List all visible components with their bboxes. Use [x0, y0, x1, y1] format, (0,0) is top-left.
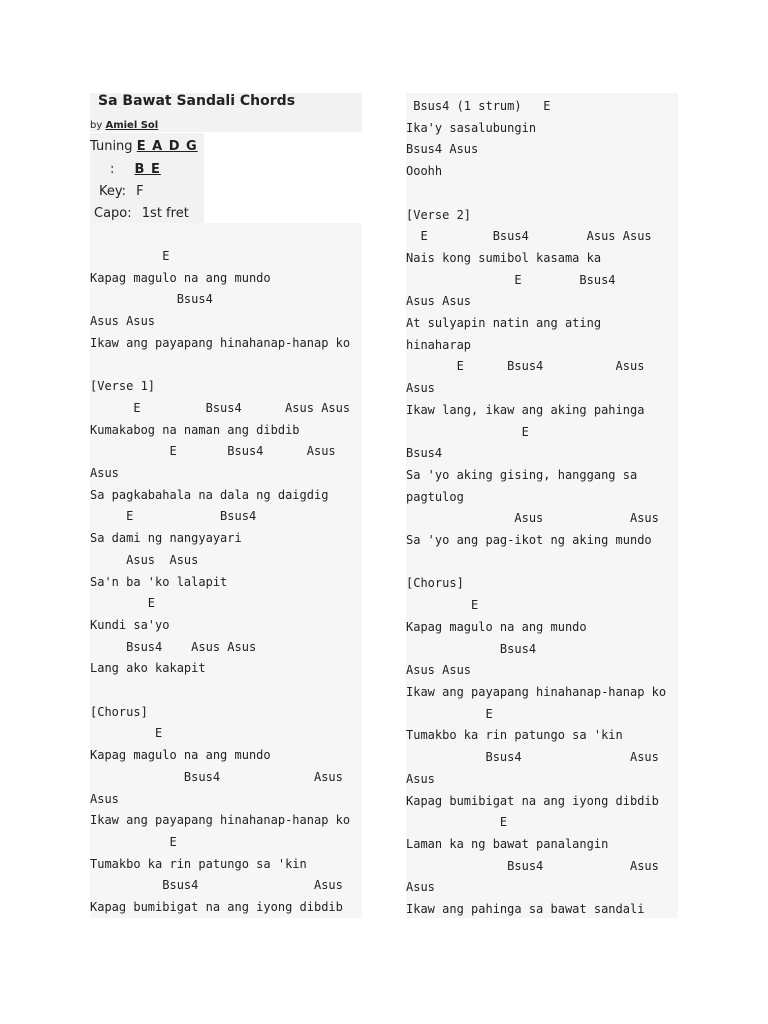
sheet-line: Lang ako kakapit	[90, 661, 206, 676]
key-value: F	[136, 184, 144, 199]
sheet-line: Kumakabog na naman ang dibdib	[90, 422, 300, 437]
sheet-line: Asus	[90, 466, 119, 481]
byline-prefix: by	[90, 120, 103, 131]
tuning-value-line1: E A D G	[136, 139, 198, 154]
tuning-row	[90, 139, 198, 154]
sheet-line: Bsus4 Asus	[406, 858, 659, 873]
sheet-line: Kundi sa'yo	[90, 617, 170, 632]
sheet-line: Asus	[90, 791, 119, 806]
sheet-line: Tumakbo ka rin patungo sa 'kin	[90, 856, 307, 871]
sheet-line: Kapag magulo na ang mundo	[90, 270, 271, 285]
sheet-line: [Chorus]	[90, 704, 148, 719]
sheet-line: Bsus4 Asus	[90, 878, 343, 893]
sheet-line: Ikaw ang pahinga sa bawat sandali	[406, 902, 645, 917]
sheet-line: Nais kong sumibol kasama ka	[406, 250, 602, 265]
sheet-line: Kapag magulo na ang mundo	[406, 619, 587, 634]
sheet-line: Sa pagkabahala na dala ng daigdig	[90, 487, 329, 502]
sheet-line: Laman ka ng bawat panalangin	[406, 836, 609, 851]
sheet-line: Bsus4 Asus	[406, 750, 659, 765]
sheet-line	[90, 355, 350, 377]
sheet-line: Bsus4 Asus	[406, 142, 479, 157]
byline	[90, 120, 158, 132]
page-title: Sa Bawat Sandali Chords	[98, 93, 296, 109]
sheet-line: E	[90, 249, 170, 263]
sheet-line: Sa dami ng nangyayari	[90, 531, 242, 546]
sheet-line: Ikaw ang payapang hinahanap-hanap ko	[406, 684, 667, 699]
tuning-label: Tuning	[90, 139, 133, 154]
sheet-line: Sa'n ba 'ko lalapit	[90, 574, 228, 589]
sheet-line: [Verse 2]	[406, 207, 472, 222]
sheet-line: Asus	[406, 381, 435, 396]
capo-value: 1st fret	[141, 206, 189, 221]
key-row	[99, 184, 144, 199]
sheet-line: Asus Asus	[406, 511, 659, 526]
sheet-line: Bsus4	[90, 292, 213, 307]
chord-sheet-left	[90, 246, 350, 919]
capo-row	[94, 206, 189, 221]
sheet-line: E	[406, 424, 529, 439]
tuning-value-line2: B E	[134, 162, 161, 177]
tuning-colon: :	[110, 162, 115, 177]
sheet-line: Bsus4 Asus	[90, 769, 343, 784]
sheet-line: hinaharap	[406, 337, 472, 352]
sheet-line: E	[90, 834, 177, 849]
sheet-line: Bsus4	[406, 446, 443, 461]
song-meta	[90, 133, 204, 223]
right-column	[406, 93, 678, 918]
sheet-line: Asus Asus	[90, 314, 156, 329]
sheet-line: Asus	[406, 880, 435, 895]
sheet-line: Asus Asus	[406, 294, 472, 309]
sheet-line: E Bsus4	[406, 272, 616, 287]
chord-sheet-right	[406, 96, 666, 921]
sheet-line: Ikaw lang, ikaw ang aking pahinga	[406, 402, 645, 417]
sheet-line: Kapag bumibigat na ang iyong dibdib	[406, 793, 659, 808]
sheet-line: E Bsus4 Asus	[406, 359, 645, 374]
sheet-line: pagtulog	[406, 489, 464, 504]
sheet-line: Asus	[406, 771, 435, 786]
title-bar	[90, 93, 362, 132]
artist-link[interactable]: Amiel Sol	[105, 120, 159, 131]
sheet-line: E	[90, 726, 163, 741]
sheet-line: Bsus4 (1 strum) E	[406, 99, 551, 113]
sheet-line: E	[406, 598, 479, 613]
capo-label: Capo:	[94, 206, 132, 221]
sheet-line	[406, 183, 666, 205]
sheet-line: Sa 'yo aking gising, hanggang sa	[406, 467, 638, 482]
sheet-line: At sulyapin natin ang ating	[406, 316, 602, 331]
sheet-line: Sa 'yo ang pag-ikot ng aking mundo	[406, 533, 652, 548]
sheet-line: Ooohh	[406, 164, 443, 179]
sheet-line: [Chorus]	[406, 576, 464, 591]
sheet-line: Bsus4 Asus Asus	[90, 639, 257, 654]
sheet-line: Kapag magulo na ang mundo	[90, 748, 271, 763]
sheet-line	[90, 680, 350, 702]
sheet-line: Asus Asus	[406, 663, 472, 678]
sheet-line: Bsus4	[406, 641, 537, 656]
sheet-line: E	[90, 596, 156, 611]
sheet-line: E	[406, 815, 508, 830]
sheet-line: [Verse 1]	[90, 379, 156, 394]
tuning-row-2	[110, 162, 161, 177]
sheet-line: E Bsus4	[90, 509, 257, 524]
sheet-line	[406, 552, 666, 574]
sheet-line: Tumakbo ka rin patungo sa 'kin	[406, 728, 623, 743]
sheet-line: Ika'y sasalubungin	[406, 120, 537, 135]
sheet-line: Asus Asus	[90, 552, 199, 567]
key-label: Key:	[99, 184, 127, 199]
left-column	[90, 93, 362, 918]
sheet-line: Kapag bumibigat na ang iyong dibdib	[90, 900, 343, 915]
song-header	[90, 93, 362, 223]
sheet-line: E Bsus4 Asus Asus	[406, 229, 652, 244]
sheet-line: E Bsus4 Asus Asus	[90, 400, 351, 415]
sheet-line: Ikaw ang payapang hinahanap-hanap ko	[90, 335, 351, 350]
sheet-line: Ikaw ang payapang hinahanap-hanap ko	[90, 813, 351, 828]
sheet-line: E Bsus4 Asus	[90, 444, 336, 459]
sheet-line: E	[406, 706, 493, 721]
